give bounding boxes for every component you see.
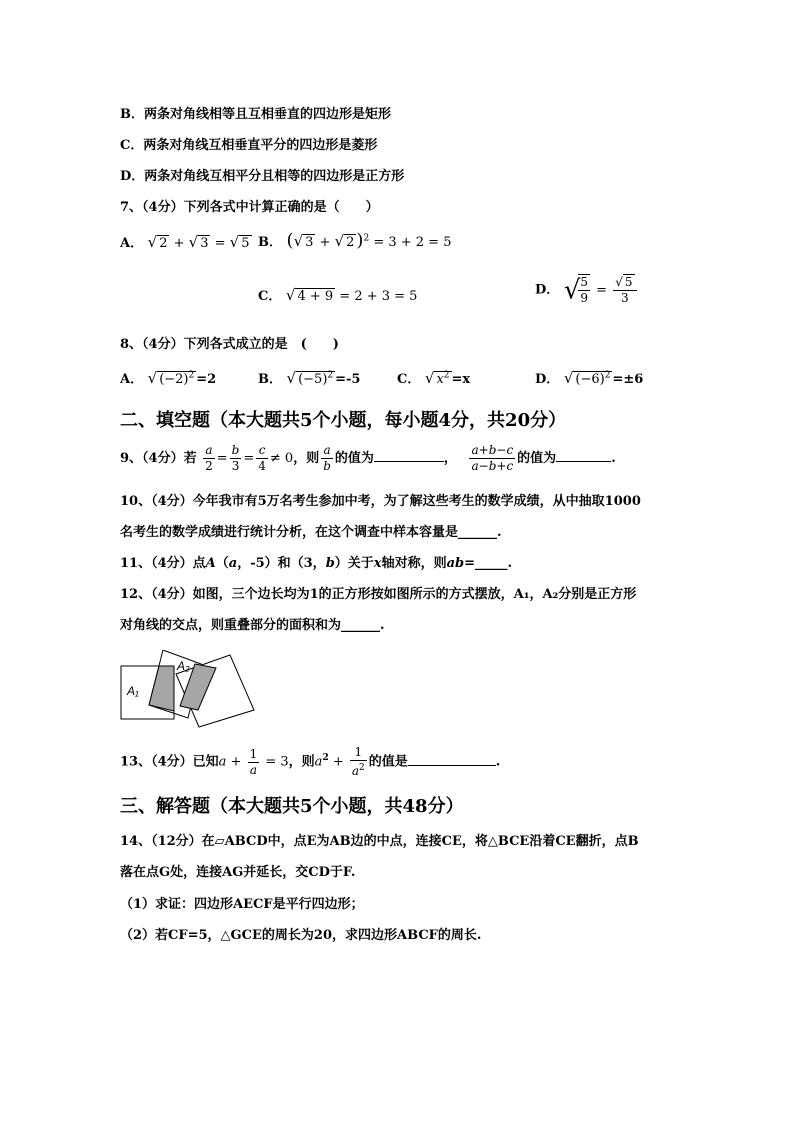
q9-prefix: 9、（4分）若 [120, 451, 197, 466]
q11: 11、（4分）点A（a，-5）和（3，b）关于x轴对称，则ab=_____. [120, 556, 513, 571]
q12-line-1: 12、（4分）如图，三个边长均为1的正方形按如图所示的方式摆放，A₁，A₂分别是正方形 [120, 587, 637, 602]
q11-text-3: ）关于 [334, 556, 374, 571]
section-3-heading: 三、解答题（本大题共5个小题，共48分） [120, 796, 464, 817]
q8-b-value: =-5 [335, 372, 361, 387]
q8-a-label: A． [120, 372, 144, 387]
q7-c-result: = 2 + 3 = 5 [339, 289, 418, 304]
q8-d-label: D． [535, 372, 560, 387]
q8-stem: 8、（4分）下列各式成立的是 ( ) [120, 337, 339, 352]
overlap-left [149, 666, 174, 711]
q6-option-d: D．两条对角线互相平分且相等的四边形是正方形 [120, 169, 405, 184]
q6-option-b: B．两条对角线相等且互相垂直的四边形是矩形 [120, 107, 391, 122]
q9-blank-1[interactable] [374, 461, 444, 462]
q8-option-b: B． √ $(-5)^2 =-5$ [258, 369, 361, 387]
q8-c-label: C． [397, 372, 421, 387]
label-a2: A₂ [177, 659, 190, 673]
q9-mid1: ，则 [293, 451, 320, 466]
q7-d-label: D． [535, 282, 560, 298]
q8-option-c: C． √ $x^2 =x$ [397, 369, 471, 387]
q7-option-b: B． (√ 3 + √ 2 )$^2$ = 3 + 2 = 5 [258, 230, 452, 251]
q8-option-d: D． √ $(-6)^2 =\pm 6$ [535, 369, 644, 387]
q14-part-2: （2）若CF=5，△GCE的周长为20，求四边形ABCF的周长. [120, 928, 482, 943]
label-a1: A₁ [127, 684, 139, 698]
q9-mid3: 的值为 [517, 451, 557, 466]
q7-option-c: C． √ 4 + 9 = 2 + 3 = 5 [258, 286, 418, 304]
q11-text-1: 11、（4分）点 [120, 556, 206, 571]
q9: 9、（4分）若 $\frac{a}{2}$ = $\frac{b}{3}$ = $\frac{c}{4}$ ≠ 0，则 $\frac{a}{b}$ 的值为 ， $\frac{a+b-c}{a-b+c}$ 的值为 . [120, 443, 616, 473]
q13-prefix: 13、（4分）已知 [120, 754, 219, 770]
q6-option-c: C．两条对角线互相垂直平分的四边形是菱形 [120, 138, 378, 153]
q8-a-value: =2 [196, 372, 217, 387]
q14-line-2: 落在点G处，连接AG并延长，交CD于F. [120, 865, 356, 880]
q13-blank[interactable] [408, 765, 496, 766]
q8-c-value: =x [451, 372, 471, 387]
q9-blank-2[interactable] [556, 461, 611, 462]
q7-b-result: = 3 + 2 = 5 [373, 235, 452, 250]
q10-line-2: 名考生的数学成绩进行统计分析，在这个调查中样本容量是______. [120, 525, 502, 540]
q7-stem: 7、（4分）下列各式中计算正确的是（ ） [120, 200, 379, 215]
q11-text-4: 轴对称，则 [381, 556, 447, 571]
q9-end: . [611, 451, 616, 466]
q7-a-label: A． [120, 236, 144, 251]
three-squares-figure [115, 650, 260, 735]
q9-mid2: 的值为 [334, 451, 374, 466]
q9-comma: ， [443, 451, 457, 466]
q7-option-d: D． √ $\frac{5}{9}$ = $\frac{√ 5}{3}$ [535, 274, 639, 306]
q11-text-5: =_____. [464, 556, 513, 571]
q8-d-value: =±6 [612, 372, 644, 387]
q8-b-label: B． [258, 372, 282, 387]
q11-text-2: 和（3， [277, 556, 326, 571]
q13-end: . [495, 754, 501, 770]
q12-line-2: 对角线的交点，则重叠部分的面积和为______. [120, 618, 385, 633]
q13-suffix: 的值是 [368, 754, 408, 770]
q13: 13、（4分）已知a + $\frac{1}{a}$ = 3，则$a^2$ + $\frac{1}{a^2}$ 的值是 . [120, 745, 501, 778]
q7-option-a: A． √ 2 + √ 3 = √ 5 [120, 233, 250, 251]
q14-part-1: （1）求证：四边形AECF是平行四边形； [120, 897, 364, 912]
q10-line-1: 10、（4分）今年我市有5万名考生参加中考，为了解这些考生的数学成绩，从中抽取1000 [120, 494, 641, 509]
q7-c-label: C． [258, 289, 282, 304]
q7-b-label: B． [258, 235, 282, 250]
section-2-heading: 二、填空题（本大题共5个小题，每小题4分，共20分） [120, 410, 567, 431]
q14-line-1: 14、（12分）在▱ABCD中，点E为AB边的中点，连接CE，将△BCE沿着CE翻折，点B [120, 834, 639, 849]
q13-mid: ，则 [288, 754, 315, 770]
q8-option-a: A． √ $(-2)^2 =2$ [120, 369, 217, 387]
